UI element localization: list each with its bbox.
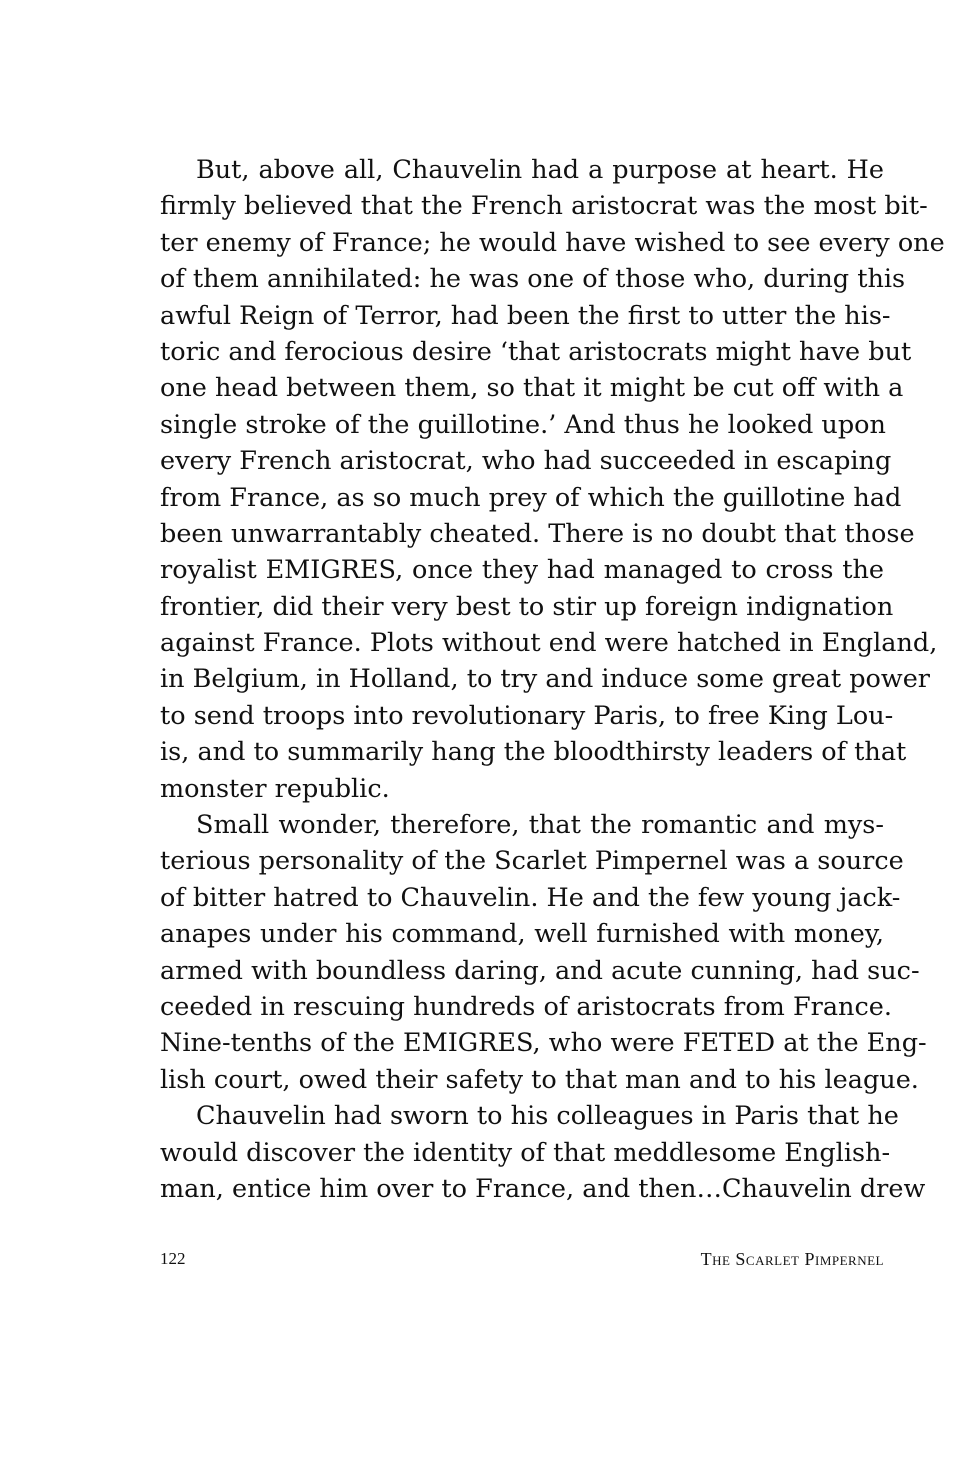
text-line: royalist EMIGRES, once they had managed to cross the	[160, 555, 884, 586]
text-line: firmly believed that the French aristocrat was the most bit-	[160, 191, 928, 222]
text-line: Small wonder, therefore, that the romantic and mys-	[196, 810, 884, 841]
text-line: armed with boundless daring, and acute cunning, had suc-	[160, 955, 920, 986]
text-line: would discover the identity of that meddlesome English-	[160, 1137, 891, 1168]
text-line: of bitter hatred to Chauvelin. He and the few young jack-	[160, 882, 901, 913]
text-line: to send troops into revolutionary Paris, to free King Lou-	[160, 700, 894, 731]
text-line: single stroke of the guillotine.’ And thus he looked upon	[160, 409, 886, 440]
text-line: from France, as so much prey of which the guillotine had	[160, 482, 902, 513]
text-line: awful Reign of Terror, had been the first to utter the his-	[160, 300, 891, 331]
text-line: Chauvelin had sworn to his colleagues in Paris that he	[196, 1101, 899, 1132]
text-line: of them annihilated: he was one of those who, during this	[160, 264, 906, 295]
text-line: man, entice him over to France, and then…Chauvelin drew	[160, 1173, 926, 1204]
text-line: frontier, did their very best to stir up foreign indignation	[160, 591, 894, 622]
paragraph-2	[160, 807, 927, 1098]
text-line: lish court, owed their safety to that man and to his league.	[160, 1064, 919, 1095]
text-line: ceeded in rescuing hundreds of aristocrats from France.	[160, 991, 892, 1022]
text-line: anapes under his command, well furnished with money,	[160, 919, 884, 950]
text-line: ter enemy of France; he would have wished to see every one	[160, 227, 945, 258]
text-line: been unwarrantably cheated. There is no doubt that those	[160, 518, 915, 549]
text-line: toric and ferocious desire ‘that aristocrats might have but	[160, 336, 912, 367]
body-text	[160, 152, 945, 1207]
text-line: against France. Plots without end were hatched in England,	[160, 628, 938, 659]
text-line: every French aristocrat, who had succeeded in escaping	[160, 446, 892, 477]
text-line: Nine-tenths of the EMIGRES, who were FETED at the Eng-	[160, 1028, 927, 1059]
page-footer	[160, 1247, 884, 1271]
paragraph-1	[160, 152, 945, 807]
text-line: in Belgium, in Holland, to try and induce some great power	[160, 664, 930, 695]
page-number: 122	[160, 1249, 186, 1268]
text-line: is, and to summarily hang the bloodthirsty leaders of that	[160, 737, 907, 768]
paragraph-3	[160, 1098, 926, 1207]
text-line: But, above all, Chauvelin had a purpose at heart. He	[196, 155, 884, 185]
running-title: The Scarlet Pimpernel	[700, 1249, 884, 1269]
text-line: one head between them, so that it might be cut off with a	[160, 373, 904, 404]
text-line: terious personality of the Scarlet Pimpernel was a source	[160, 846, 904, 877]
text-line: monster republic.	[160, 773, 390, 804]
